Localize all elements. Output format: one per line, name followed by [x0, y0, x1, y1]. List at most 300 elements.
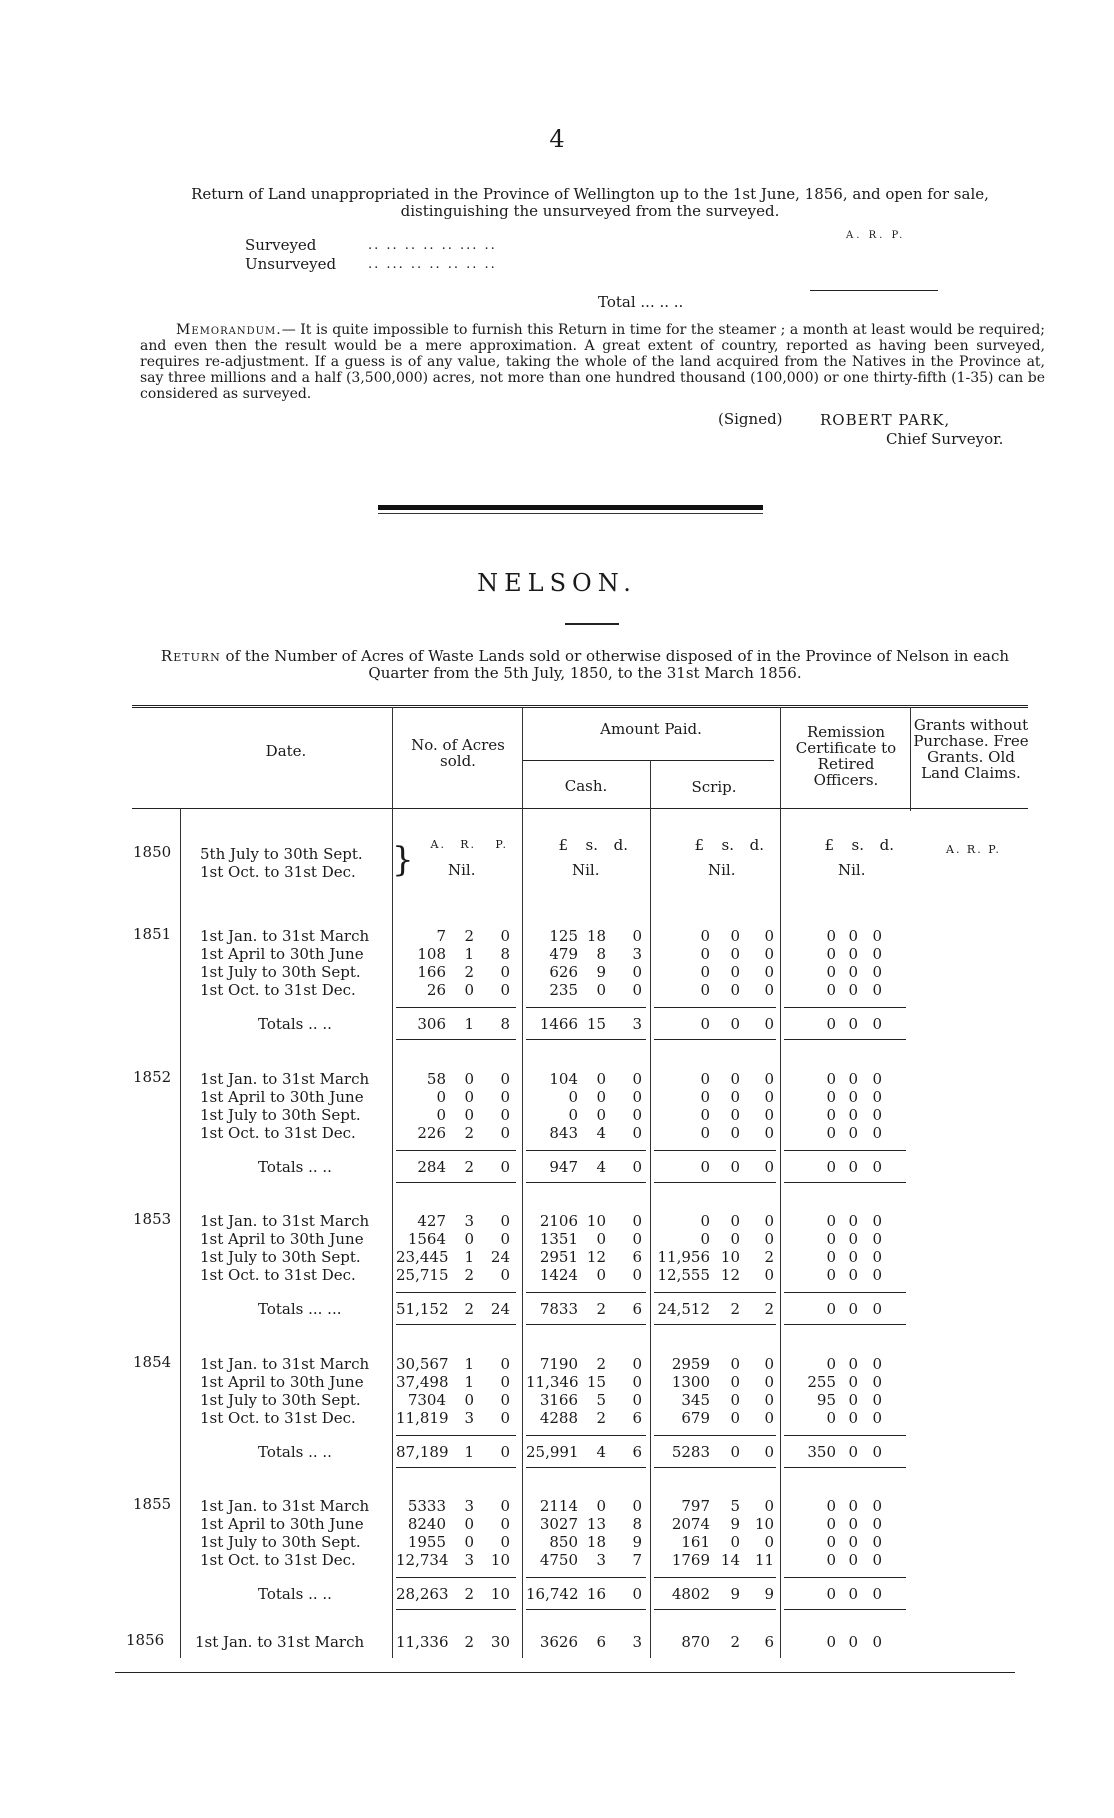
total-cash-cell-part: 0: [632, 1585, 642, 1603]
totals-label: Totals .. ..: [258, 1158, 332, 1176]
remission-cell: [806, 1533, 882, 1551]
subtotal-rule: [654, 1292, 776, 1293]
cash-cell: [526, 1088, 642, 1106]
scrip-cell-part: 5: [730, 1497, 740, 1515]
scrip-cell-part: 0: [730, 1070, 740, 1088]
scrip-column-left: [650, 760, 651, 1658]
total-scrip-cell-part: 0: [700, 1015, 710, 1033]
remission-cell-part: 0: [848, 1088, 858, 1106]
total-acres-cell: [396, 1443, 510, 1461]
scrip-cell-part: 0: [700, 1088, 710, 1106]
scrip-cell-part: 10: [754, 1515, 774, 1533]
scrip-cell-part: 0: [764, 945, 774, 963]
memorandum-body: — It is quite impossible to furnish this Return in time for the steamer ; a month at least would be required; and even then the result would be a mere approximation. A great extent of country, reported as having been surveyed, requires re-adjustment. If a guess is of any value, taking the whole of the land acquired from the Natives in the Province at, say three millions and a half (3,500,000) acres, not more than one hundred thousand (100,000) or one thirty-fifth (1-35) can be considered as surveyed.: [140, 322, 1045, 402]
memorandum-heading: Memorandum.: [176, 322, 282, 338]
acres-cell-part: 0: [500, 1497, 510, 1515]
remission-cell-part: 0: [826, 1212, 836, 1230]
remission-cell-part: 0: [872, 1106, 882, 1124]
total-remission-cell-part: 0: [848, 1443, 858, 1461]
amount-subheader-rule: [522, 760, 774, 761]
unit-label: £: [694, 836, 704, 854]
cash-cell-part: 6: [632, 1409, 642, 1427]
cash-cell-part: 0: [632, 1391, 642, 1409]
cash-cell-part: 104: [549, 1070, 578, 1088]
remission-cell-part: 0: [826, 1355, 836, 1373]
remission-cell-part: 0: [826, 1070, 836, 1088]
cash-cell-part: 843: [549, 1124, 578, 1142]
total-cash-cell-part: 947: [549, 1158, 578, 1176]
acres-cell: [396, 1355, 510, 1373]
total-cash-cell: [526, 1300, 642, 1318]
remission-cell-part: 0: [848, 1212, 858, 1230]
totals-bottom-rule: [784, 1324, 906, 1325]
scrip-cell-part: 0: [764, 1212, 774, 1230]
scrip-cell: [654, 1551, 774, 1569]
remission-cell-part: 0: [848, 1409, 858, 1427]
total-acres-cell-part: 0: [500, 1158, 510, 1176]
total-cash-cell-part: 25,991: [526, 1443, 579, 1461]
total-acres-cell: [396, 1585, 510, 1603]
acres-cell: [396, 981, 510, 999]
scrip-cell: [654, 1124, 774, 1142]
unit-label: d.: [749, 836, 764, 854]
subtotal-rule: [396, 1150, 516, 1151]
acres-cell-part: 8240: [407, 1515, 446, 1533]
subtotal-rule: [396, 1292, 516, 1293]
remission-cell-part: 0: [872, 1391, 882, 1409]
remission-cell-part: 0: [848, 1266, 858, 1284]
total-remission-cell-part: 0: [826, 1585, 836, 1603]
cash-cell-part: 5: [596, 1391, 606, 1409]
acres-cell-part: 0: [500, 1409, 510, 1427]
cash-cell-part: 0: [632, 1373, 642, 1391]
remission-cell-part: 0: [848, 1515, 858, 1533]
nil-cash: Nil.: [572, 861, 600, 879]
remission-cell: [806, 1355, 882, 1373]
remission-cell-part: 0: [826, 1633, 836, 1651]
total-remission-cell-part: 0: [872, 1015, 882, 1033]
acres-cell: [396, 1106, 510, 1124]
total-rule: [810, 290, 938, 291]
section-divider-thick: [378, 505, 763, 510]
total-scrip-cell-part: 2: [764, 1300, 774, 1318]
cash-cell-part: 0: [568, 1106, 578, 1124]
cash-cell-part: 0: [596, 1266, 606, 1284]
total-scrip-cell-part: 0: [730, 1443, 740, 1461]
totals-label: Totals .. ..: [258, 1015, 332, 1033]
nil-scrip: Nil.: [708, 861, 736, 879]
unsurveyed-leader-dots: .. ... .. .. .. .. ..: [368, 257, 497, 272]
total-remission-cell-part: 350: [807, 1443, 836, 1461]
scrip-cell: [654, 945, 774, 963]
totals-bottom-rule: [526, 1609, 646, 1610]
page-number: 4: [549, 125, 565, 153]
total-scrip-cell: [654, 1585, 774, 1603]
cash-cell-part: 18: [586, 927, 606, 945]
totals-bottom-rule: [396, 1039, 516, 1040]
total-remission-cell: [806, 1015, 882, 1033]
total-remission-cell-part: 0: [872, 1300, 882, 1318]
cash-cell-part: 850: [549, 1533, 578, 1551]
cash-cell-part: 125: [549, 927, 578, 945]
acres-cell-part: 11,819: [396, 1409, 449, 1427]
remission-units-header: [818, 836, 894, 854]
acres-cell-part: 2: [464, 927, 474, 945]
remission-cell-part: 0: [872, 1266, 882, 1284]
acres-cell-part: 0: [436, 1106, 446, 1124]
totals-label: Totals ... ...: [258, 1300, 342, 1318]
totals-bottom-rule: [526, 1182, 646, 1183]
total-acres-cell: [396, 1158, 510, 1176]
acres-cell-part: 0: [464, 1515, 474, 1533]
cash-cell-part: 7190: [539, 1355, 578, 1373]
total-scrip-cell-part: 2: [730, 1300, 740, 1318]
cash-cell-part: 7: [632, 1551, 642, 1569]
grants-column-left: [910, 707, 911, 811]
remission-cell-part: 0: [826, 1230, 836, 1248]
cash-cell: [526, 1124, 642, 1142]
acres-cell-part: 11,336: [396, 1633, 449, 1651]
remission-cell: [806, 927, 882, 945]
acres-cell-part: 0: [500, 1391, 510, 1409]
acres-cell-part: 0: [464, 1230, 474, 1248]
totals-bottom-rule: [396, 1467, 516, 1468]
scrip-cell-part: 0: [730, 1212, 740, 1230]
scrip-cell: [654, 1248, 774, 1266]
total-remission-cell-part: 0: [848, 1158, 858, 1176]
remission-cell-part: 0: [872, 927, 882, 945]
cash-cell-part: 9: [632, 1533, 642, 1551]
cash-cell-part: 479: [549, 945, 578, 963]
acres-cell: [396, 1124, 510, 1142]
total-cash-cell: [526, 1015, 642, 1033]
remission-cell-part: 0: [826, 963, 836, 981]
cash-cell-part: 12: [586, 1248, 606, 1266]
total-scrip-cell-part: 0: [764, 1158, 774, 1176]
acres-cell-part: 1: [464, 945, 474, 963]
remission-cell-part: 0: [826, 1551, 836, 1569]
date-label: 1st April to 30th June: [200, 1515, 364, 1533]
remission-cell: [806, 1070, 882, 1088]
scrip-cell-part: 0: [730, 981, 740, 999]
cash-cell-part: 3166: [539, 1391, 578, 1409]
date-label: 1st July to 30th Sept.: [200, 1533, 361, 1551]
acres-cell: [396, 1533, 510, 1551]
cash-cell: [526, 1497, 642, 1515]
remission-cell-part: 255: [807, 1373, 836, 1391]
header-amount-paid: Amount Paid.: [600, 720, 702, 738]
cash-cell-part: 9: [596, 963, 606, 981]
scrip-cell: [654, 1497, 774, 1515]
scrip-cell-part: 0: [764, 1355, 774, 1373]
acres-cell-part: 10: [490, 1551, 510, 1569]
cash-cell: [526, 1248, 642, 1266]
remission-cell-part: 0: [872, 1515, 882, 1533]
remission-cell-part: 0: [848, 1633, 858, 1651]
table-top-rule-2: [132, 707, 1028, 708]
total-acres-cell-part: 0: [500, 1443, 510, 1461]
total-acres-cell-part: 2: [464, 1300, 474, 1318]
acres-cell-part: 2: [464, 1124, 474, 1142]
scrip-cell-part: 0: [730, 1373, 740, 1391]
cash-cell-part: 0: [596, 1230, 606, 1248]
cash-cell-part: 0: [632, 1106, 642, 1124]
cash-cell: [526, 963, 642, 981]
scrip-cell-part: 0: [730, 1230, 740, 1248]
cash-cell-part: 0: [632, 1070, 642, 1088]
subtotal-rule: [526, 1150, 646, 1151]
scrip-cell-part: 0: [700, 981, 710, 999]
totals-bottom-rule: [654, 1467, 776, 1468]
scrip-cell: [654, 1355, 774, 1373]
acres-cell-part: 24: [490, 1248, 510, 1266]
unit-label: s.: [851, 836, 864, 854]
remission-cell-part: 0: [872, 963, 882, 981]
totals-bottom-rule: [396, 1609, 516, 1610]
acres-cell-part: 0: [500, 1070, 510, 1088]
cash-cell-part: 4288: [539, 1409, 578, 1427]
scrip-cell-part: 0: [764, 1497, 774, 1515]
acres-cell-part: 3: [464, 1409, 474, 1427]
cash-cell-part: 0: [632, 927, 642, 945]
totals-bottom-rule: [784, 1039, 906, 1040]
subtotal-rule: [396, 1435, 516, 1436]
acres-cell-part: 0: [464, 1106, 474, 1124]
cash-cell: [526, 1391, 642, 1409]
cash-cell: [526, 1106, 642, 1124]
scrip-cell-part: 0: [730, 1409, 740, 1427]
date-label: 1st April to 30th June: [200, 945, 364, 963]
subtotal-rule: [526, 1007, 646, 1008]
total-scrip-cell: [654, 1015, 774, 1033]
scrip-cell-part: 9: [730, 1515, 740, 1533]
cash-cell: [526, 1230, 642, 1248]
remission-cell-part: 0: [872, 1633, 882, 1651]
subtotal-rule: [526, 1577, 646, 1578]
date-label: 1st July to 30th Sept.: [200, 1391, 361, 1409]
total-cash-cell-part: 2: [596, 1300, 606, 1318]
remission-cell-part: 0: [826, 1088, 836, 1106]
scrip-cell-part: 0: [700, 963, 710, 981]
remission-cell: [806, 963, 882, 981]
totals-bottom-rule: [654, 1609, 776, 1610]
totals-bottom-rule: [654, 1039, 776, 1040]
acres-cell-part: 0: [500, 1124, 510, 1142]
remission-cell-part: 0: [872, 945, 882, 963]
return-title-text: of the Number of Acres of Waste Lands sold or otherwise disposed of in the Province of Nelson in each Quarter from the 5th July, 1850, to the 31st March 1856.: [225, 647, 1010, 682]
date-label: 1st April to 30th June: [200, 1230, 364, 1248]
scrip-cell: [654, 981, 774, 999]
cash-cell-part: 13: [586, 1515, 606, 1533]
acres-cell-part: 108: [417, 945, 446, 963]
section-divider-thin: [378, 513, 763, 514]
header-acres-sold: No. of Acres sold.: [411, 736, 505, 770]
total-acres-cell-part: 1: [464, 1443, 474, 1461]
remission-cell-part: 95: [816, 1391, 836, 1409]
acres-cell: [396, 927, 510, 945]
total-remission-cell-part: 0: [848, 1300, 858, 1318]
date-label: 1st Oct. to 31st Dec.: [200, 1409, 356, 1427]
total-acres-cell-part: 2: [464, 1158, 474, 1176]
total-acres-cell-part: 28,263: [396, 1585, 449, 1603]
total-acres-cell-part: 24: [490, 1300, 510, 1318]
remission-cell-part: 0: [826, 1409, 836, 1427]
signed-label: (Signed): [718, 410, 783, 428]
remission-cell: [806, 1551, 882, 1569]
totals-bottom-rule: [526, 1467, 646, 1468]
wellington-arp-header: A. R. P.: [846, 230, 906, 241]
scrip-cell-part: 6: [764, 1633, 774, 1651]
scrip-cell-part: 0: [700, 1212, 710, 1230]
date-label: 1st Jan. to 31st March: [200, 1497, 370, 1515]
cash-cell-part: 4: [596, 1124, 606, 1142]
remission-cell-part: 0: [826, 1497, 836, 1515]
total-remission-cell-part: 0: [826, 1300, 836, 1318]
scrip-cell: [654, 1088, 774, 1106]
remission-cell: [806, 1124, 882, 1142]
remission-cell-part: 0: [848, 927, 858, 945]
cash-cell-part: 2951: [539, 1248, 578, 1266]
scrip-cell-part: 0: [730, 927, 740, 945]
total-cash-cell-part: 16: [586, 1585, 606, 1603]
subtotal-rule: [654, 1150, 776, 1151]
totals-bottom-rule: [654, 1182, 776, 1183]
scrip-cell-part: 0: [764, 927, 774, 945]
scrip-cell-part: 12,555: [657, 1266, 710, 1284]
acres-cell-part: 0: [500, 1212, 510, 1230]
scrip-cell-part: 0: [730, 1391, 740, 1409]
scrip-cell-part: 161: [681, 1533, 710, 1551]
scrip-cell-part: 0: [764, 1391, 774, 1409]
total-scrip-cell-part: 0: [764, 1015, 774, 1033]
scrip-cell: [654, 1373, 774, 1391]
nil-remission: Nil.: [838, 861, 866, 879]
unit-label: s.: [721, 836, 734, 854]
total-scrip-cell-part: 0: [700, 1158, 710, 1176]
acres-cell-part: 0: [500, 963, 510, 981]
cash-cell-part: 3: [632, 1633, 642, 1651]
unit-label: R.: [460, 838, 476, 851]
remission-cell-part: 0: [872, 1248, 882, 1266]
remission-cell-part: 0: [872, 1409, 882, 1427]
remission-cell-part: 0: [826, 945, 836, 963]
total-remission-cell: [806, 1585, 882, 1603]
acres-cell-part: 0: [500, 1230, 510, 1248]
acres-cell-part: 1: [464, 1373, 474, 1391]
remission-cell-part: 0: [848, 1373, 858, 1391]
scrip-cell-part: 11,956: [657, 1248, 710, 1266]
header-scrip: Scrip.: [691, 778, 737, 796]
total-scrip-cell-part: 4802: [671, 1585, 710, 1603]
cash-cell: [526, 1373, 642, 1391]
remission-cell-part: 0: [826, 981, 836, 999]
remission-cell: [806, 1266, 882, 1284]
date-label: 1st Jan. to 31st March: [200, 1355, 370, 1373]
cash-cell-part: 0: [632, 1355, 642, 1373]
total-acres-cell-part: 87,189: [396, 1443, 449, 1461]
date-label: 1st April to 30th June: [200, 1373, 364, 1391]
cash-cell-part: 2114: [539, 1497, 578, 1515]
scrip-cell-part: 0: [764, 1124, 774, 1142]
total-acres-cell-part: 1: [464, 1015, 474, 1033]
cash-cell-part: 4750: [539, 1551, 578, 1569]
total-cash-cell-part: 4: [596, 1158, 606, 1176]
date-label: 1st July to 30th Sept.: [200, 963, 361, 981]
total-scrip-cell: [654, 1158, 774, 1176]
acres-units-header: [420, 836, 508, 854]
cash-cell: [526, 1533, 642, 1551]
memorandum: [140, 322, 1045, 402]
total-acres-cell-part: 8: [500, 1015, 510, 1033]
remission-cell-part: 0: [848, 1106, 858, 1124]
remission-cell-part: 0: [872, 1230, 882, 1248]
subtotal-rule: [526, 1435, 646, 1436]
scrip-cell-part: 2: [764, 1248, 774, 1266]
remission-cell-part: 0: [826, 1515, 836, 1533]
acres-cell-part: 0: [500, 1266, 510, 1284]
scrip-cell-part: 2959: [671, 1355, 710, 1373]
scrip-cell-part: 1300: [671, 1373, 710, 1391]
remission-cell-part: 0: [826, 1248, 836, 1266]
cash-cell: [526, 1551, 642, 1569]
unit-label: d.: [879, 836, 894, 854]
scrip-cell-part: 870: [681, 1633, 710, 1651]
totals-label: Totals .. ..: [258, 1443, 332, 1461]
total-remission-cell-part: 0: [872, 1158, 882, 1176]
remission-cell-part: 0: [872, 981, 882, 999]
total-acres-cell: [396, 1300, 510, 1318]
scrip-cell-part: 0: [730, 1106, 740, 1124]
cash-cell-part: 0: [632, 1212, 642, 1230]
remission-cell: [806, 1409, 882, 1427]
scrip-cell-part: 0: [764, 981, 774, 999]
cash-cell-part: 0: [632, 1266, 642, 1284]
remission-cell-part: 0: [848, 1124, 858, 1142]
scrip-cell-part: 2074: [671, 1515, 710, 1533]
year-column-divider: [180, 808, 181, 1658]
nil-acres: Nil.: [448, 861, 476, 879]
acres-cell: [396, 1070, 510, 1088]
acres-cell-part: 1955: [407, 1533, 446, 1551]
total-cash-cell: [526, 1585, 642, 1603]
acres-cell: [396, 1373, 510, 1391]
date-label: 1st Jan. to 31st March: [200, 1070, 370, 1088]
remission-cell: [806, 1248, 882, 1266]
acres-cell-part: 0: [500, 981, 510, 999]
acres-cell-part: 37,498: [396, 1373, 449, 1391]
remission-cell-part: 0: [872, 1551, 882, 1569]
total-remission-cell-part: 0: [872, 1443, 882, 1461]
acres-cell-part: 1: [464, 1248, 474, 1266]
acres-cell-part: 30: [490, 1633, 510, 1651]
acres-cell-part: 25,715: [396, 1266, 449, 1284]
unit-label: £: [824, 836, 834, 854]
date-label: 1st Oct. to 31st Dec.: [200, 863, 356, 881]
unit-label: A.: [430, 838, 446, 851]
signer-title: Chief Surveyor.: [886, 430, 1004, 448]
year-label: 1851: [133, 925, 172, 943]
cash-cell-part: 0: [596, 1497, 606, 1515]
acres-cell-part: 7: [436, 927, 446, 945]
remission-cell: [806, 1497, 882, 1515]
acres-cell: [396, 1551, 510, 1569]
acres-cell-part: 1: [464, 1355, 474, 1373]
date-label: 1st Oct. to 31st Dec.: [200, 1551, 356, 1569]
total-scrip-cell-part: 9: [730, 1585, 740, 1603]
date-label: 1st Oct. to 31st Dec.: [200, 1266, 356, 1284]
acres-cell-part: 23,445: [396, 1248, 449, 1266]
remission-cell-part: 0: [848, 1230, 858, 1248]
